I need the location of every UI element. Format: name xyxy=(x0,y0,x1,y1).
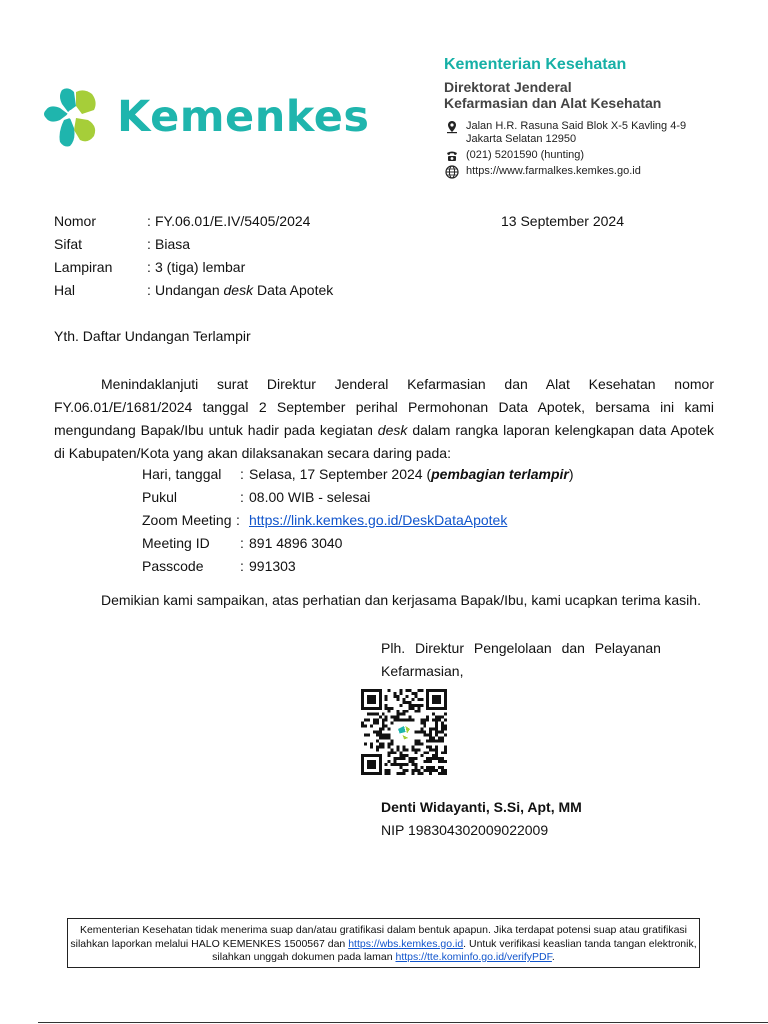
colon: : xyxy=(147,282,151,298)
colon: : xyxy=(147,213,151,229)
nomor-value: FY.06.01/E.IV/5405/2024 xyxy=(155,213,311,229)
phone-contact xyxy=(445,149,584,163)
colon: : xyxy=(147,236,151,252)
wbs-link[interactable]: https://wbs.kemkes.go.id xyxy=(348,937,464,950)
signer-name: Denti Widayanti, S.Si, Apt, MM xyxy=(381,799,582,815)
salutation: Yth. Daftar Undangan Terlampir xyxy=(54,328,251,344)
sifat-label: Sifat xyxy=(54,236,83,252)
hal-value: Undangan desk Data Apotek xyxy=(155,282,334,298)
tte-verify-link[interactable]: https://tte.kominfo.go.id/verifyPDF xyxy=(395,951,552,963)
kemenkes-logo-text: Kemenkes xyxy=(117,92,370,142)
globe-icon xyxy=(445,165,459,179)
directorate-line-2: Kefarmasian dan Alat Kesehatan xyxy=(444,95,662,111)
body-paragraph: Menindaklanjuti surat Direktur Jenderal Kefarmasian dan Alat Kesehatan nomor FY.06.01/E/1681/2024 tanggal 2 September perihal Permohonan Data Apotek, bersama ini kami mengundang Bapak/Ibu untuk hadir pada kegiatan desk dalam rangka laporan kelengkapan data Apotek di Kabupaten/Kota yang akan dilaksanakan secara daring pada: xyxy=(54,376,715,461)
letter-date: 13 September 2024 xyxy=(501,213,624,229)
lampiran-value: 3 (tiga) lembar xyxy=(155,259,246,275)
signer-title: Plh. Direktur Pengelolaan dan Pelayanan Kefarmasian, xyxy=(381,640,661,679)
anti-gratification-notice: Kementerian Kesehatan tidak menerima suap dan/atau gratifikasi dalam bentuk apapun. Jika terdapat potensi suap atau gratifikasi silahkan laporkan melalui HALO KEMENKES 1500567 dan https://wbs.kemkes.go.id. Untuk verifikasi keaslian tanda tangan elektronik, silahkan unggah dokumen pada laman https://tte.kominfo.go.id/verifyPDF. xyxy=(67,918,700,968)
address-contact xyxy=(445,120,686,146)
website-contact xyxy=(445,165,641,179)
sifat-value: Biasa xyxy=(155,236,191,252)
closing-sentence: Demikian kami sampaikan, atas perhatian dan kerjasama Bapak/Ibu, kami ucapkan terima kasih. xyxy=(101,592,701,608)
address-line-1: Jalan H.R. Rasuna Said Blok X-5 Kavling 4-9 xyxy=(466,120,687,132)
phone-icon xyxy=(445,149,459,163)
org-name: Kementerian Kesehatan xyxy=(444,56,627,73)
website-url: https://www.farmalkes.kemkes.go.id xyxy=(466,165,641,177)
directorate-line-1: Direktorat Jenderal xyxy=(444,79,572,95)
qr-code-signature xyxy=(360,689,448,775)
nomor-label: Nomor xyxy=(54,213,97,229)
phone-number: (021) 5201590 (hunting) xyxy=(466,149,585,161)
location-icon xyxy=(445,120,459,134)
bottom-divider xyxy=(38,1022,768,1023)
address-line-2: Jakarta Selatan 12950 xyxy=(466,133,577,145)
kemenkes-logo-mark xyxy=(38,84,104,152)
zoom-meeting-link[interactable]: https://link.kemkes.go.id/DeskDataApotek xyxy=(249,512,508,528)
signer-nip: NIP 198304302009022009 xyxy=(381,822,549,838)
colon: : xyxy=(147,259,151,275)
lampiran-label: Lampiran xyxy=(54,259,113,275)
hal-label: Hal xyxy=(54,282,76,298)
